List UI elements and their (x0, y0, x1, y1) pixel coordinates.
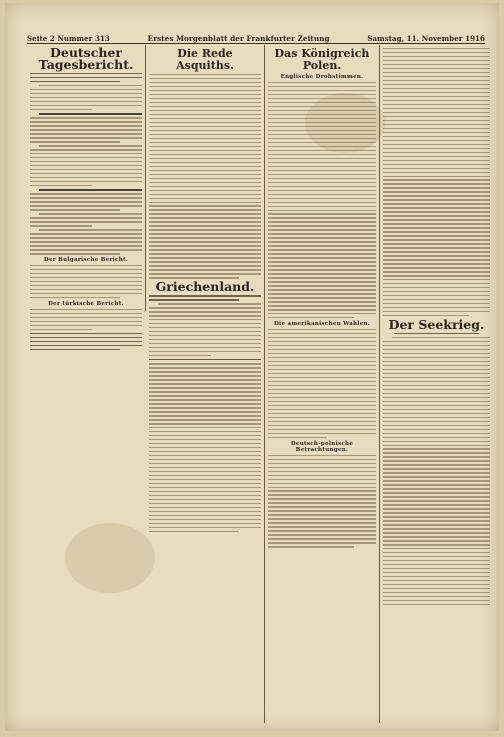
column-4 (380, 45, 493, 725)
article-subheading: Englische Drohstimmen. (280, 74, 364, 80)
article-body (30, 309, 142, 350)
article-body (149, 295, 261, 356)
article-subheading: Die amerikanischen Wahlen. (273, 321, 371, 328)
article-body (268, 329, 376, 438)
article-body (383, 333, 490, 605)
article-headline: Griechenland. (155, 279, 255, 295)
section-divider (149, 359, 261, 360)
article-subheading: Der türkische Bericht. (48, 300, 124, 307)
article-body (383, 48, 490, 316)
article-headline: Die Rede Asquiths. (176, 47, 234, 72)
article-body (268, 455, 376, 548)
article-subheading: Deutsch-polnische Betrachtungen. (290, 440, 354, 453)
article-body (30, 73, 142, 255)
page-header (27, 31, 485, 44)
article-headline: Deutscher Tagesbericht. (38, 45, 134, 72)
article-headline: Der Seekrieg. (388, 316, 485, 332)
newspaper-page (5, 3, 499, 731)
column-3 (265, 45, 379, 725)
article-subheading: Der Bulgarische Bericht. (43, 257, 129, 264)
article-body (30, 265, 142, 298)
article-headline: Das Königreich Polen. (274, 47, 370, 72)
article-body (149, 74, 261, 279)
column-2 (146, 45, 264, 725)
column-1 (27, 45, 145, 725)
header-masthead: Erstes Morgenblatt der Frankfurter Zeitung (147, 34, 330, 43)
header-page-number: Seite 2 Nummer 313 (27, 34, 110, 43)
article-body (149, 363, 261, 532)
header-date: Samstag, 11. November 1916 (367, 34, 485, 43)
article-body (268, 82, 376, 318)
